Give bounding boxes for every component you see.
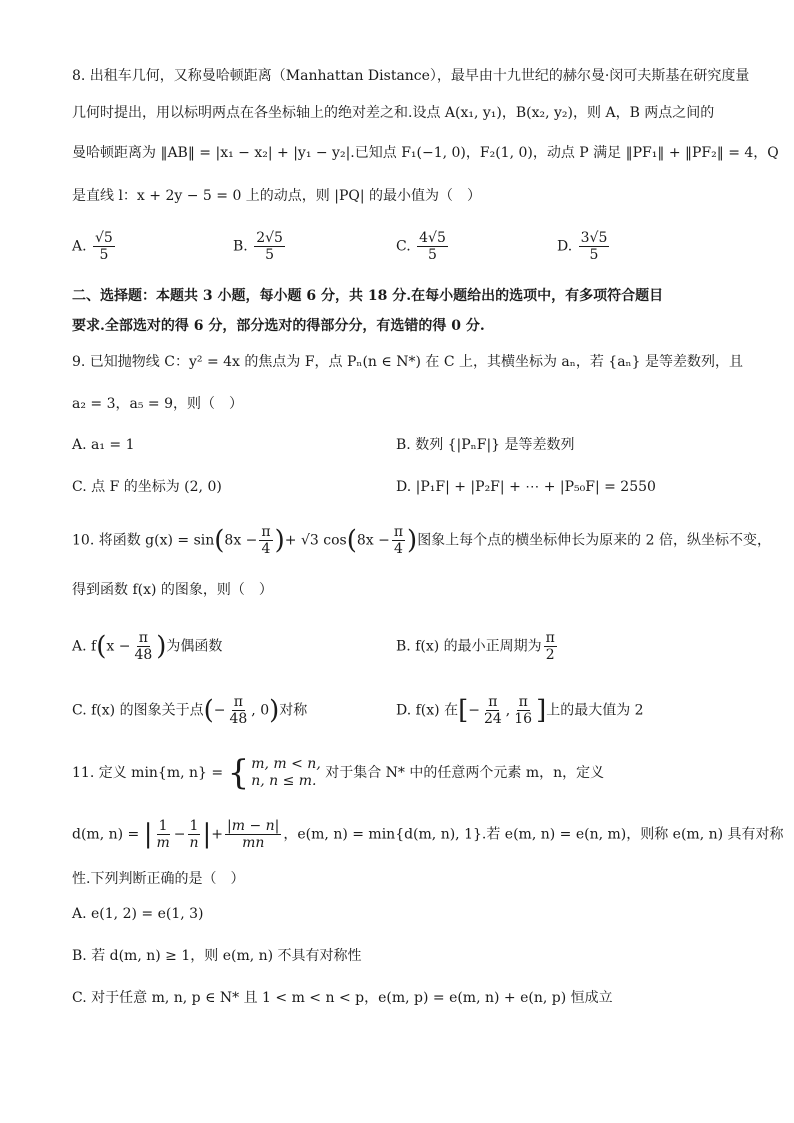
fraction-denominator: 2 (545, 647, 555, 663)
fraction-numerator: √5 (95, 230, 113, 246)
fraction-numerator: 2√5 (256, 230, 283, 246)
q10-line-2: 得到函数 f(x) 的图象，则（ ） (72, 582, 273, 598)
q10-arg2: 8x − (356, 532, 390, 549)
fraction-numerator: π (393, 524, 404, 540)
minus-sign: − (468, 702, 480, 719)
pi-over-2-fraction (544, 630, 557, 663)
fraction-numerator: 1 (189, 818, 199, 834)
option-fraction (417, 230, 448, 263)
q11-option-b: B. 若 d(m, n) ≥ 1，则 e(m, n) 不具有对称性 (72, 948, 362, 964)
fraction-numerator: π (545, 630, 555, 646)
paren-close: ) (156, 631, 167, 662)
q9-option-b: B. 数列 {|PₙF|} 是等差数列 (396, 437, 575, 453)
option-label: B. (233, 238, 248, 255)
q11-line-2: d(m, n) = | $\frac{1}{m}$ − $\frac{1}{n}$ |+ $\frac{|m - n|}{mn}$ ，e(m, n) = min{d(m, n), 1}.若 e(m, n) = e(n, m)，则称 e(m, n) 具有对称 (72, 818, 784, 851)
section-2-header-line-2: 要求.全部选对的得 6 分，部分选对的得部分分，有选错的得 0 分. (72, 318, 485, 334)
fraction-numerator: |m − n| (227, 818, 280, 834)
option-c-coord: , 0 (251, 702, 270, 719)
paren-close: ) (274, 525, 285, 556)
q8-option-b (233, 230, 287, 263)
pi-over-48-fraction (227, 694, 249, 727)
q8-option-a (72, 230, 117, 263)
q11-post: 对于集合 N* 中的任意两个元素 m，n，定义 (325, 765, 605, 781)
fraction-denominator: n (189, 835, 199, 851)
paren-close: ) (407, 525, 418, 556)
abs-diff-over-mn-fraction (225, 818, 281, 851)
pi-over-24-fraction (482, 694, 504, 727)
piecewise-definition (227, 753, 321, 793)
section-2-header-line-1: 二、选择题：本题共 3 小题，每小题 6 分，共 18 分.在每小题给出的选项中，有多项符合题目 (72, 288, 664, 304)
q10-option-d: D. f(x) 在[− $\frac{\pi}{24}$ , $\frac{\pi}{16}$ ]上的最大值为 2 (396, 694, 644, 727)
q10-option-a (72, 630, 222, 663)
one-over-n-fraction (188, 818, 201, 851)
q9-line-2: a₂ = 3，a₅ = 9，则（ ） (72, 396, 243, 412)
option-d-pre: D. f(x) 在 (396, 702, 459, 719)
fraction-numerator: 4√5 (419, 230, 446, 246)
q10-post: 图象上每个点的横坐标伸长为原来的 2 倍，纵坐标不变， (417, 532, 771, 549)
fraction-numerator: π (261, 524, 271, 540)
paren-open: ( (96, 631, 107, 662)
paren-close: ) (269, 695, 280, 726)
fraction-numerator: π (488, 694, 498, 710)
option-d-tail: 上的最大值为 2 (546, 702, 644, 719)
option-fraction (254, 230, 285, 263)
abs-bar-close: | (202, 819, 212, 850)
d-definition-pre: d(m, n) = (72, 826, 140, 843)
one-over-m-fraction (154, 818, 171, 851)
q11-pre: 11. 定义 min{m, n} = (72, 765, 224, 781)
option-c-pre: C. f(x) 的图象关于点 (72, 702, 204, 719)
q10-pre: 10. 将函数 g(x) = sin (72, 532, 215, 549)
q8-line-2: 几何时提出，用以标明两点在各坐标轴上的绝对差之和.设点 A(x₁, y₁)，B(x₂, y₂)，则 A，B 两点之间的 (72, 105, 715, 121)
q10-mid: + √3 cos (284, 532, 347, 549)
q10-arg1: 8x − (224, 532, 258, 549)
fraction-denominator: 24 (483, 711, 502, 727)
q11-option-c: C. 对于任意 m, n, p ∈ N* 且 1 < m < n < p，e(m, p) = e(m, n) + e(n, p) 恒成立 (72, 990, 613, 1006)
q9-option-d: D. |P₁F| + |P₂F| + ⋯ + |P₅₀F| = 2550 (396, 479, 656, 495)
option-b-pre: B. f(x) 的最小正周期为 (396, 638, 542, 655)
fraction-numerator: 3√5 (580, 230, 608, 246)
case-2: n, n ≤ m. (251, 773, 317, 789)
fraction-numerator: π (138, 630, 148, 646)
case-1: m, m < n, (251, 756, 321, 772)
bracket-open: [ (458, 695, 469, 726)
option-c-tail: 对称 (279, 702, 308, 719)
q9-line-1: 9. 已知抛物线 C：y² = 4x 的焦点为 F，点 Pₙ(n ∈ N*) 在 C 上，其横坐标为 aₙ，若 {aₙ} 是等差数列，且 (72, 354, 743, 370)
fraction-denominator: 5 (99, 247, 109, 263)
option-fraction (93, 230, 115, 263)
fraction-numerator: π (518, 694, 528, 710)
q8-line-1: 8. 出租车几何，又称曼哈顿距离（Manhattan Distance），最早由十九世纪的赫尔曼·闵可夫斯基在研究度量 (72, 68, 750, 84)
q8-option-d (557, 230, 611, 263)
q8-line-3: 曼哈顿距离为 ‖AB‖ = |x₁ − x₂| + |y₁ − y₂|.已知点 F₁(−1, 0)，F₂(1, 0)，动点 P 满足 ‖PF₁‖ + ‖PF₂‖ = 4，Q (72, 145, 779, 161)
pi-over-48-fraction (132, 630, 154, 663)
fraction-denominator: 5 (589, 247, 599, 263)
q11-option-a: A. e(1, 2) = e(1, 3) (72, 906, 204, 922)
fraction-denominator: 48 (229, 711, 248, 727)
q8-option-c (396, 230, 450, 263)
minus-sign: − (213, 702, 226, 719)
q10-line-1 (72, 524, 771, 557)
option-label: D. (557, 238, 573, 255)
q10-option-c (72, 694, 307, 727)
fraction-denominator: m (156, 835, 170, 851)
fraction-denominator: 16 (514, 711, 533, 727)
q9-option-a: A. a₁ = 1 (72, 437, 135, 453)
option-label: C. (396, 238, 411, 255)
cases (251, 756, 321, 790)
pi-over-4-fraction (259, 524, 272, 557)
bracket-close: ] (536, 695, 547, 726)
left-brace: { (227, 753, 250, 793)
fraction-denominator: mn (242, 835, 265, 851)
fraction-denominator: 4 (261, 541, 271, 557)
fraction-denominator: 48 (134, 647, 153, 663)
q11-line-1 (72, 753, 605, 793)
fraction-denominator: 5 (428, 247, 437, 263)
q9-option-c: C. 点 F 的坐标为 (2, 0) (72, 479, 222, 495)
option-a-pre: A. f (72, 638, 97, 655)
paren-open: ( (203, 695, 214, 726)
option-label: A. (72, 238, 87, 255)
pi-over-4-fraction (392, 524, 405, 557)
abs-bar-open: | (143, 819, 153, 850)
fraction-denominator: 4 (393, 541, 403, 557)
option-a-post: 为偶函数 (166, 638, 223, 655)
paren-open: ( (346, 525, 357, 556)
e-definition: ，e(m, n) = min{d(m, n), 1}.若 e(m, n) = e(n, m)，则称 e(m, n) 具有对称 (283, 826, 784, 843)
option-a-arg: x − (106, 638, 131, 655)
option-fraction (579, 230, 610, 263)
fraction-numerator: 1 (158, 818, 168, 834)
fraction-numerator: π (233, 694, 243, 710)
fraction-denominator: 5 (265, 247, 275, 263)
q10-option-b (396, 630, 559, 663)
q11-line-3: 性.下列判断正确的是（ ） (72, 871, 245, 887)
paren-open: ( (214, 525, 225, 556)
q8-line-4: 是直线 l：x + 2y − 5 = 0 上的动点，则 |PQ| 的最小值为（ ） (72, 188, 482, 204)
pi-over-16-fraction (512, 694, 534, 727)
